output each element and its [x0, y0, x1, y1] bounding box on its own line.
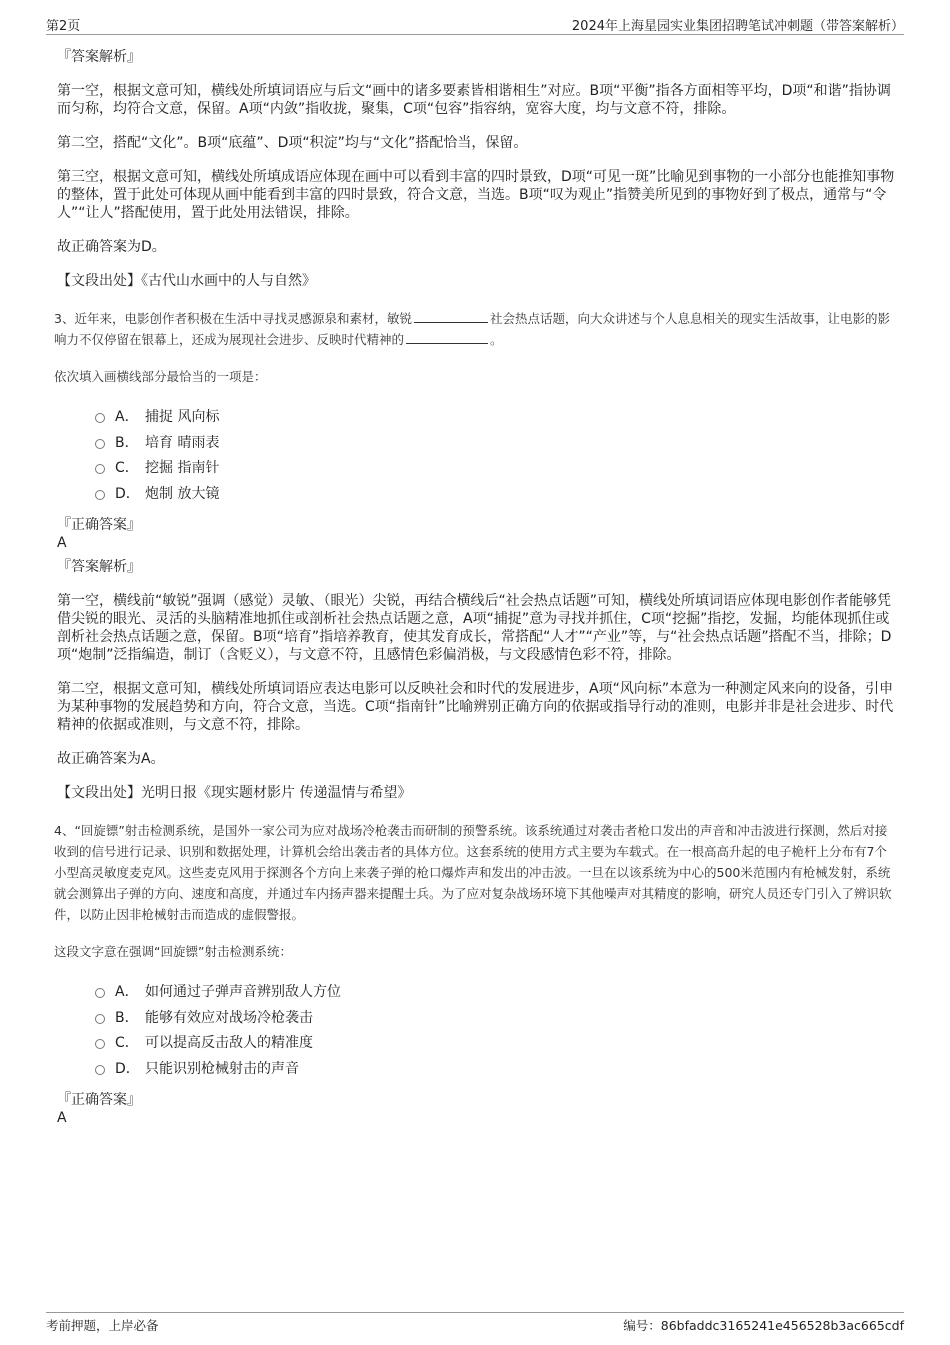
- radio-icon[interactable]: [95, 988, 105, 998]
- q4-option-d[interactable]: D． 只能识别枪械射击的声音: [95, 1060, 897, 1086]
- q3-source: 【文段出处】光明日报《现实题材影片 传递温情与希望》: [57, 785, 412, 801]
- q4-options: [95, 983, 897, 1085]
- q2-analysis-p2: 第二空，搭配“文化”。B项“底蕴”、D项“积淀”均与“文化”搭配恰当，保留。: [57, 135, 528, 151]
- q3-prompt: 依次填入画横线部分最恰当的一项是：: [54, 369, 267, 384]
- radio-icon[interactable]: [95, 1014, 105, 1024]
- document-title: 2024年上海星园实业集团招聘笔试冲刺题（带答案解析）: [571, 19, 904, 34]
- radio-icon[interactable]: [95, 490, 105, 500]
- q4-prompt: 这段文字意在强调“回旋镖”射击检测系统：: [54, 944, 292, 959]
- q4-option-c[interactable]: C． 可以提高反击敌人的精准度: [95, 1034, 897, 1060]
- footer-slogan: 考前押题，上岸必备: [46, 1318, 159, 1333]
- q3-answer-label: 『正确答案』: [57, 517, 141, 533]
- q3-answer: A: [57, 535, 67, 551]
- q4-question: 4、“回旋镖”射击检测系统，是国外一家公司为应对战场冷枪袭击而研制的预警系统。该系统通过对袭击者枪口发出的声音和冲击波进行探测，然后对接收到的信号进行记录、识别和数据处理，计算机会给出袭击者的具体方位。这套系统的使用方式主要为车载式。在一根高高升起的电子桅杆上分布有7个小型高灵敏度麦克风。这些麦克风用于探测各个方向上来袭子弹的枪口爆炸声和发出的冲击波。一旦在以该系统为中心的500米范围内有枪械发射，系统就会测算出子弹的方向、速度和高度，并通过车内扬声器来提醒士兵。为了应对复杂战场环境下其他噪声对其精度的影响，研究人员还专门引入了辨识软件，以防止因非枪械射击而造成的虚假警报。: [54, 823, 892, 922]
- q3-text-after: 。: [490, 332, 503, 347]
- q2-analysis-p3: 第三空，根据文意可知，横线处所填成语应体现在画中可以看到丰富的四时景致，D项“可见一斑”比喻见到事物的一小部分也能推知事物的整体，置于此处可体现从画中能看到丰富的四时景致，符合文意，当选。B项“叹为观止”指赞美所见到的事物好到了极点，通常与“令人”“让人”搭配使用，置于此处用法错误，排除。: [57, 169, 895, 221]
- q3-analysis-p2: 第二空，根据文意可知，横线处所填词语应表达电影可以反映社会和时代的发展进步，A项“风向标”本意为一种测定风来向的设备，引申为某种事物的发展趋势和方向，符合文意，当选。C项“指南针”比喻辨别正确方向的依据或指导行动的准则，电影并非是社会进步、时代精神的依据或准则，与文意不符，排除。: [57, 681, 894, 733]
- q3-blank-1: [414, 310, 488, 323]
- page-number: 第2页: [46, 19, 81, 34]
- q3-option-a[interactable]: A． 捕捉 风向标: [95, 408, 897, 434]
- q3-option-c[interactable]: C． 挖掘 指南针: [95, 459, 897, 485]
- q3-analysis-p1: 第一空，横线前“敏锐”强调（感觉）灵敏、（眼光）尖锐，再结合横线后“社会热点话题”可知，横线处所填词语应体现电影创作者能够凭借尖锐的眼光、灵活的头脑精准地抓住或剖析社会热点话题之意，A项“捕捉”意为寻找并抓住，C项“挖掘”指挖，发掘，均能体现抓住或剖析社会热点话题之意，保留。B项“培育”指培养教育，使其发育成长，常搭配“人才”“产业”等，与“社会热点话题”搭配不当，排除；D项“炮制”泛指编造，制订（含贬义），与文意不符，且感情色彩偏消极，与文段感情色彩不符，排除。: [57, 593, 892, 663]
- radio-icon[interactable]: [95, 464, 105, 474]
- q2-source: 【文段出处】《古代山水画中的人与自然》: [57, 273, 316, 289]
- q4-answer: A: [57, 1110, 67, 1126]
- q2-analysis-p1: 第一空，根据文意可知，横线处所填词语应与后文“画中的诸多要素皆相谐相生”对应。B项“平衡”指各方面相等平均，D项“和谐”指协调而匀称，均符合文意，保留。A项“内敛”指收拢，聚集，C项“包容”指容纳，宽容大度，均与文意不符，排除。: [57, 83, 891, 117]
- q4-answer-label: 『正确答案』: [57, 1092, 141, 1108]
- page-header: [46, 14, 904, 35]
- q3-blank-2: [406, 331, 488, 344]
- q4-option-b[interactable]: B． 能够有效应对战场冷枪袭击: [95, 1009, 897, 1035]
- radio-icon[interactable]: [95, 1039, 105, 1049]
- q3-options: [95, 408, 897, 510]
- radio-icon[interactable]: [95, 1065, 105, 1075]
- q2-conclusion: 故正确答案为D。: [57, 239, 166, 255]
- q3-option-b[interactable]: B． 培育 晴雨表: [95, 434, 897, 460]
- q2-analysis-label: 『答案解析』: [57, 49, 141, 65]
- radio-icon[interactable]: [95, 413, 105, 423]
- q3-question: [54, 308, 897, 350]
- q4-option-a[interactable]: A． 如何通过子弹声音辨别敌人方位: [95, 983, 897, 1009]
- q3-text-middle: 社会热点话题，向大众讲述与个人息息相关的现实生活故事，让电影的影响力不仅停留在银幕上，还成为展现社会进步、反映时代精神的: [54, 311, 890, 347]
- q3-conclusion: 故正确答案为A。: [57, 751, 165, 767]
- q3-option-d[interactable]: D． 炮制 放大镜: [95, 485, 897, 511]
- document-body: [54, 48, 897, 1127]
- radio-icon[interactable]: [95, 439, 105, 449]
- document-code: 编号：86bfaddc3165241e456528b3ac665cdf: [623, 1318, 904, 1333]
- q3-text-before: 3、近年来，电影创作者积极在生活中寻找灵感源泉和素材，敏锐: [54, 311, 412, 326]
- q3-analysis-label: 『答案解析』: [57, 559, 141, 575]
- page-footer: [46, 1312, 904, 1335]
